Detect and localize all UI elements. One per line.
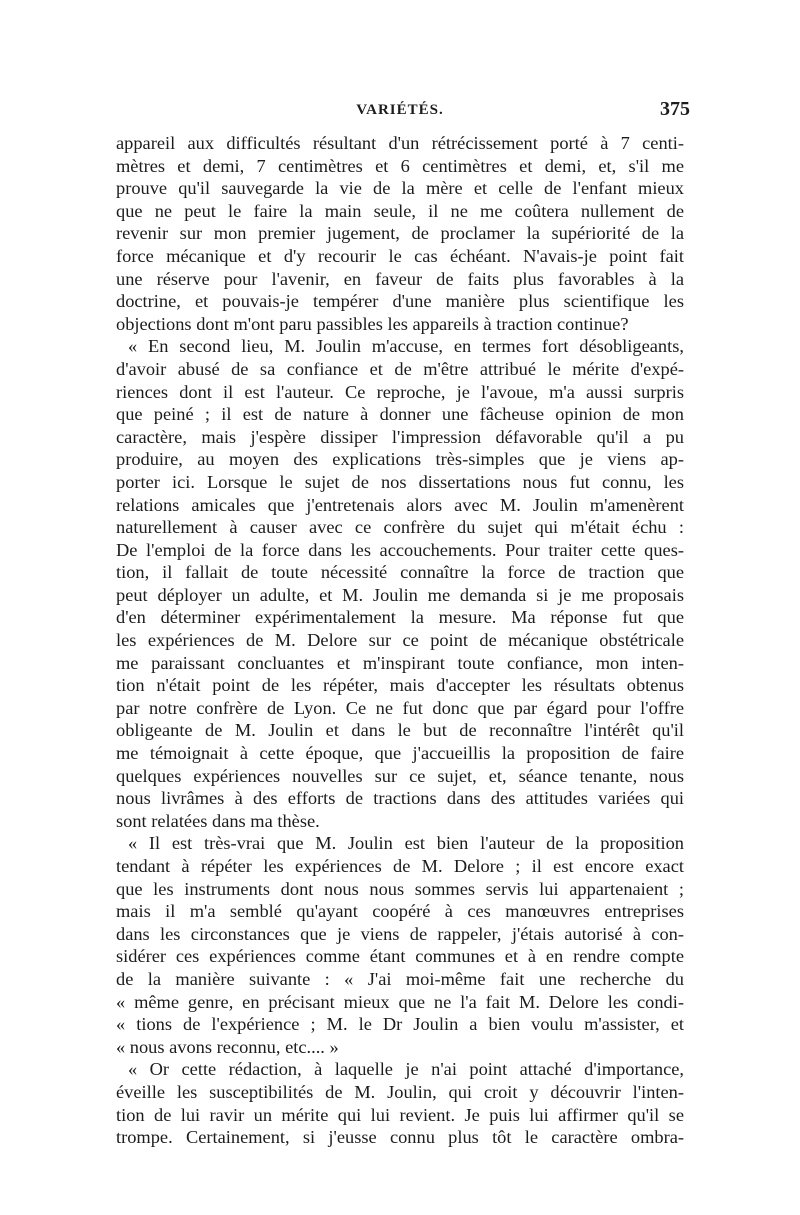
text-line: produire, au moyen des explications très-simples que je viens ap- — [116, 449, 684, 470]
text-line: me témoignait à cette époque, que j'accueillis la proposition de faire — [116, 743, 684, 764]
text-line: « même genre, en précisant mieux que ne l'a fait M. Delore les condi- — [116, 991, 684, 1012]
text-line: obligeante de M. Joulin et dans le but de reconnaître l'intérêt qu'il — [116, 720, 684, 741]
text-line: appareil aux difficultés résultant d'un rétrécissement porté à 7 centi- — [116, 133, 684, 153]
text-line: les expériences de M. Delore sur ce point de mécanique obstétricale — [116, 630, 684, 651]
text-line: relations amicales que j'entretenais alors avec M. Joulin m'amenèrent — [116, 494, 684, 515]
running-head — [110, 98, 690, 126]
text-line: d'avoir abusé de sa confiance et de m'être attribué le mérite d'expé- — [116, 358, 684, 379]
text-line: me paraissant concluantes et m'inspirant toute confiance, mon inten- — [116, 652, 684, 673]
text-line: sont relatées dans ma thèse. — [116, 810, 320, 831]
text-line: tion n'était point de les répéter, mais d'accepter les résultats obtenus — [116, 675, 684, 696]
text-line: par notre confrère de Lyon. Ce ne fut donc que par égard pour l'offre — [116, 697, 684, 718]
text-line: « En second lieu, M. Joulin m'accuse, en termes fort désobligeants, — [128, 336, 684, 357]
text-line: nous livrâmes à des efforts de tractions dans des attitudes variées qui — [116, 788, 684, 809]
body-text — [116, 132, 684, 1149]
page-number: 375 — [660, 98, 690, 120]
text-line: de la manière suivante : « J'ai moi-même fait une recherche du — [116, 968, 684, 989]
text-line: trompe. Certainement, si j'eusse connu plus tôt le caractère ombra- — [116, 1127, 684, 1148]
text-line: quelques expériences nouvelles sur ce sujet, et, séance tenante, nous — [116, 765, 684, 786]
text-line: De l'emploi de la force dans les accouchements. Pour traiter cette ques- — [116, 539, 684, 560]
text-line: que peiné ; il est de nature à donner une fâcheuse opinion de mon — [116, 404, 684, 425]
text-line: objections dont m'ont paru passibles les appareils à traction continue? — [116, 313, 629, 334]
text-line: une réserve pour l'avenir, en faveur de faits plus favorables à la — [116, 268, 684, 289]
text-line: « nous avons reconnu, etc.... » — [116, 1036, 339, 1057]
text-line: éveille les susceptibilités de M. Joulin, qui croit y découvrir l'inten- — [116, 1081, 684, 1102]
text-line: porter ici. Lorsque le sujet de nos dissertations nous fut connu, les — [116, 471, 684, 492]
text-line: tion, il fallait de toute nécessité connaître la force de traction que — [116, 562, 684, 583]
text-line: « Or cette rédaction, à laquelle je n'ai point attaché d'importance, — [128, 1059, 684, 1080]
text-line: mais il m'a semblé qu'ayant coopéré à ces manœuvres entreprises — [116, 901, 684, 922]
text-line: riences dont il est l'auteur. Ce reproche, je l'avoue, m'a aussi surpris — [116, 381, 684, 402]
text-line: peut déployer un adulte, et M. Joulin me demanda si je me proposais — [116, 584, 684, 605]
text-line: revenir sur mon premier jugement, de proclamer la supériorité de la — [116, 223, 684, 244]
text-line: mètres et demi, 7 centimètres et 6 centimètres et demi, et, s'il me — [116, 155, 684, 176]
text-line: « Il est très-vrai que M. Joulin est bien l'auteur de la proposition — [128, 833, 684, 854]
text-line: que ne peut le faire la main seule, il ne me coûtera nullement de — [116, 200, 684, 221]
text-line: caractère, mais j'espère dissiper l'impression défavorable qu'il a pu — [116, 426, 684, 447]
text-line: sidérer ces expériences comme étant communes et à en rendre compte — [116, 946, 684, 967]
text-line: tion de lui ravir un mérite qui lui revient. Je puis lui affirmer qu'il se — [116, 1104, 684, 1125]
running-title: VARIÉTÉS. — [356, 102, 444, 118]
text-line: prouve qu'il sauvegarde la vie de la mère et celle de l'enfant mieux — [116, 178, 684, 199]
text-line: doctrine, et pouvais-je tempérer d'une manière plus scientifique les — [116, 291, 684, 312]
text-line: que les instruments dont nous nous sommes servis lui appartenaient ; — [116, 878, 684, 899]
text-line: tendant à répéter les expériences de M. Delore ; il est encore exact — [116, 856, 684, 876]
text-line: force mécanique et d'y recourir le cas échéant. N'avais-je point fait — [116, 245, 684, 266]
text-line: naturellement à causer avec ce confrère du sujet qui m'était échu : — [116, 517, 684, 538]
text-line: d'en déterminer expérimentalement la mesure. Ma réponse fut que — [116, 607, 684, 628]
text-line: « tions de l'expérience ; M. le Dr Joulin a bien voulu m'assister, et — [116, 1014, 684, 1035]
text-line: dans les circonstances que je viens de rappeler, j'étais autorisé à con- — [116, 923, 684, 944]
